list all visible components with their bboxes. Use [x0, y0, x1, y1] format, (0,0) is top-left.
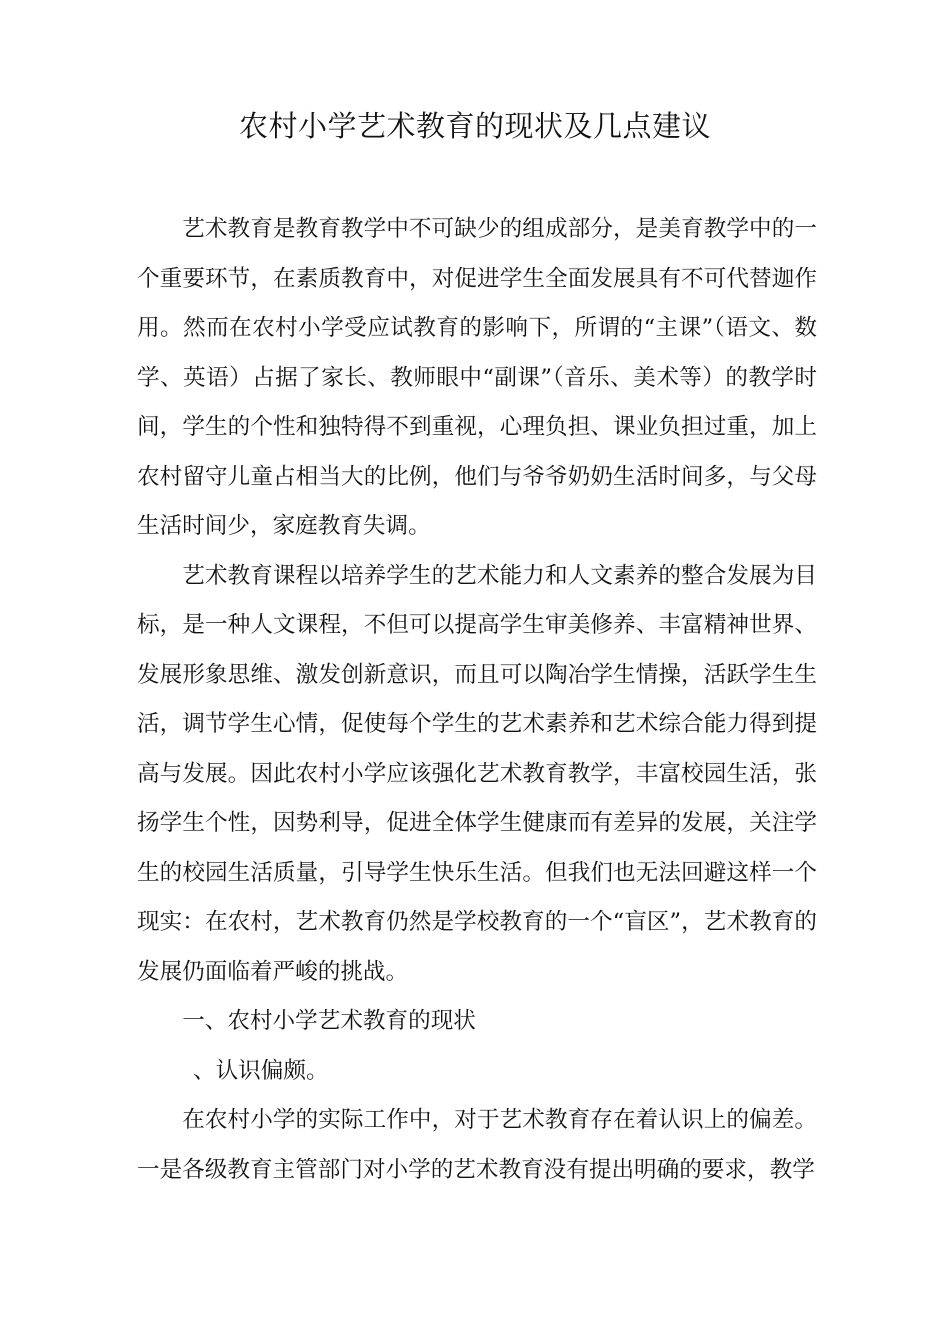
subsection-heading: 、认识偏颇。 [193, 1057, 329, 1084]
paragraph-practice: 在农村小学的实际工作中，对于艺术教育存在着认识上的偏差。一是各级教育主管部门对小学的艺术教育没有提出明确的要求，教学 [137, 1107, 817, 1183]
paragraph-goals: 艺术教育课程以培养学生的艺术能力和人文素养的整合发展为目标，是一种人文课程，不但可以提高学生审美修养、丰富精神世界、发展形象思维、激发创新意识，而且可以陶冶学生情操，活跃学生生活，调节学生心情，促使每个学生的艺术素养和艺术综合能力得到提高与发展。因此农村小学应该强化艺术教育教学，丰富校园生活，张扬学生个性，因势利导，促进全体学生健康而有差异的发展，关注学生的校园生活质量，引导学生快乐生活。但我们也无法回避这样一个现实：在农村，艺术教育仍然是学校教育的一个“盲区”，艺术教育的发展仍面临着严峻的挑战。 [137, 562, 817, 985]
document-body [137, 205, 817, 1195]
section-heading: 一、农村小学艺术教育的现状 [182, 1008, 476, 1034]
document-title: 农村小学艺术教育的现状及几点建议 [238, 109, 711, 143]
paragraph-intro: 艺术教育是教育教学中不可缺少的组成部分，是美育教学中的一个重要环节，在素质教育中，对促进学生全面发展具有不可代替迦作用。然而在农村小学受应试教育的影响下，所谓的“主课”（语文、数学、英语）占据了家长、教师眼中“副课”（音乐、美术等）的教学时间，学生的个性和独特得不到重视，心理负担、课业负担过重，加上农村留守儿童占相当大的比例，他们与爷爷奶奶生活时间多，与父母生活时间少，家庭教育失调。 [137, 216, 817, 539]
